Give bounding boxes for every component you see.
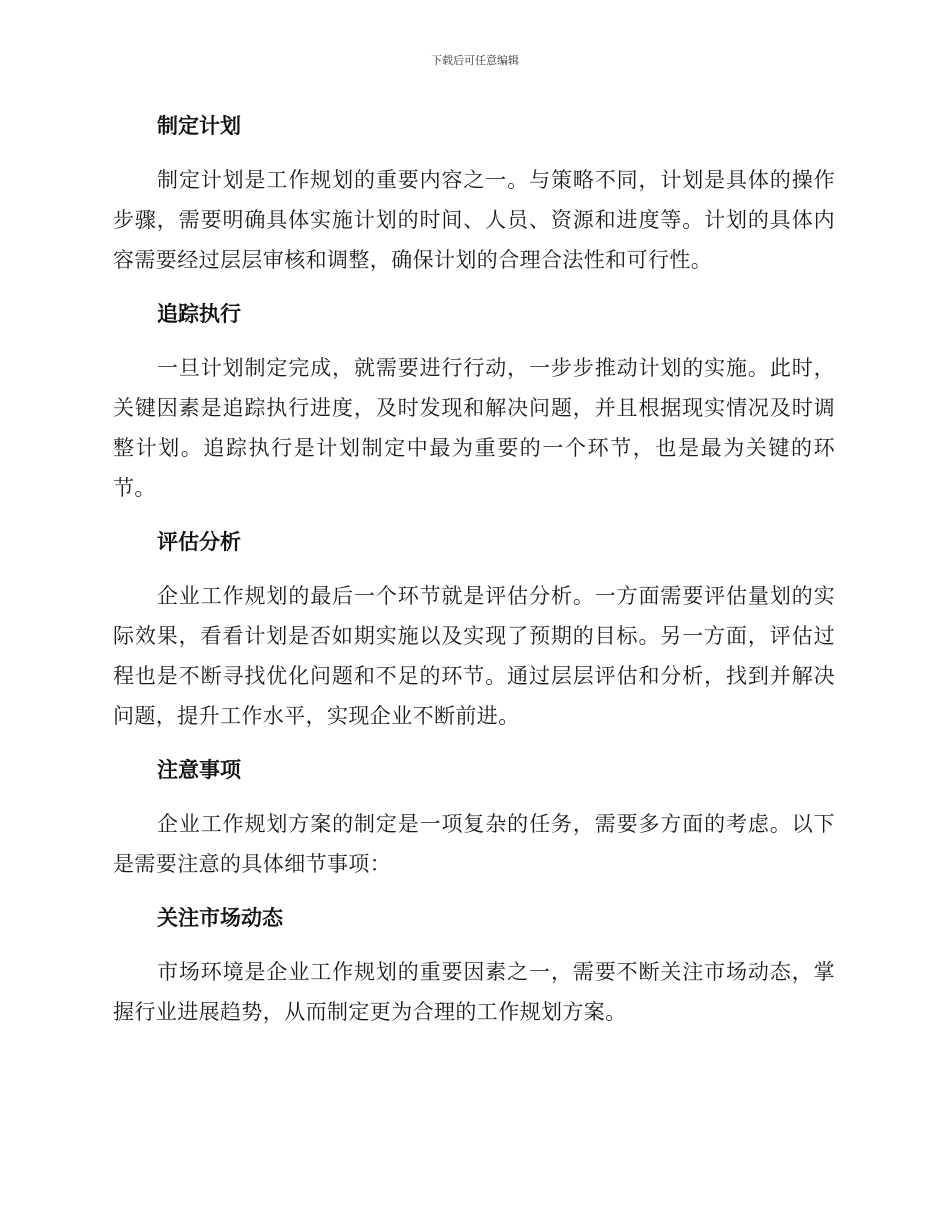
section-heading-market: 关注市场动态 — [157, 906, 283, 930]
section-heading-evaluation: 评估分析 — [157, 530, 241, 554]
section-paragraph-tracking: 一旦计划制定完成，就需要进行行动，一步步推动计划的实施。此时，关键因素是追踪执行进度，及时发现和解决问题，并且根据现实情况及时调整计划。追踪执行是计划制定中最为重要的一个环节，也是最为关键的环节。 — [113, 356, 835, 500]
section-heading-plan: 制定计划 — [157, 114, 241, 138]
section-paragraph-market: 市场环境是企业工作规划的重要因素之一，需要不断关注市场动态，掌握行业进展趋势，从而制定更为合理的工作规划方案。 — [113, 960, 835, 1024]
page-header: 下载后可任意编辑 — [431, 54, 519, 67]
section-paragraph-notes: 企业工作规划方案的制定是一项复杂的任务，需要多方面的考虑。以下是需要注意的具体细节事项： — [113, 812, 835, 876]
section-heading-notes: 注意事项 — [157, 758, 241, 782]
section-paragraph-plan: 制定计划是工作规划的重要内容之一。与策略不同，计划是具体的操作步骤，需要明确具体实施计划的时间、人员、资源和进度等。计划的具体内容需要经过层层审核和调整，确保计划的合理合法性和可行性。 — [113, 168, 835, 272]
section-heading-tracking: 追踪执行 — [157, 302, 241, 326]
document-body — [113, 106, 835, 1046]
section-paragraph-evaluation: 企业工作规划的最后一个环节就是评估分析。一方面需要评估量划的实际效果，看看计划是否如期实施以及实现了预期的目标。另一方面，评估过程也是不断寻找优化问题和不足的环节。通过层层评估和分析，找到并解决问题，提升工作水平，实现企业不断前进。 — [113, 584, 835, 728]
